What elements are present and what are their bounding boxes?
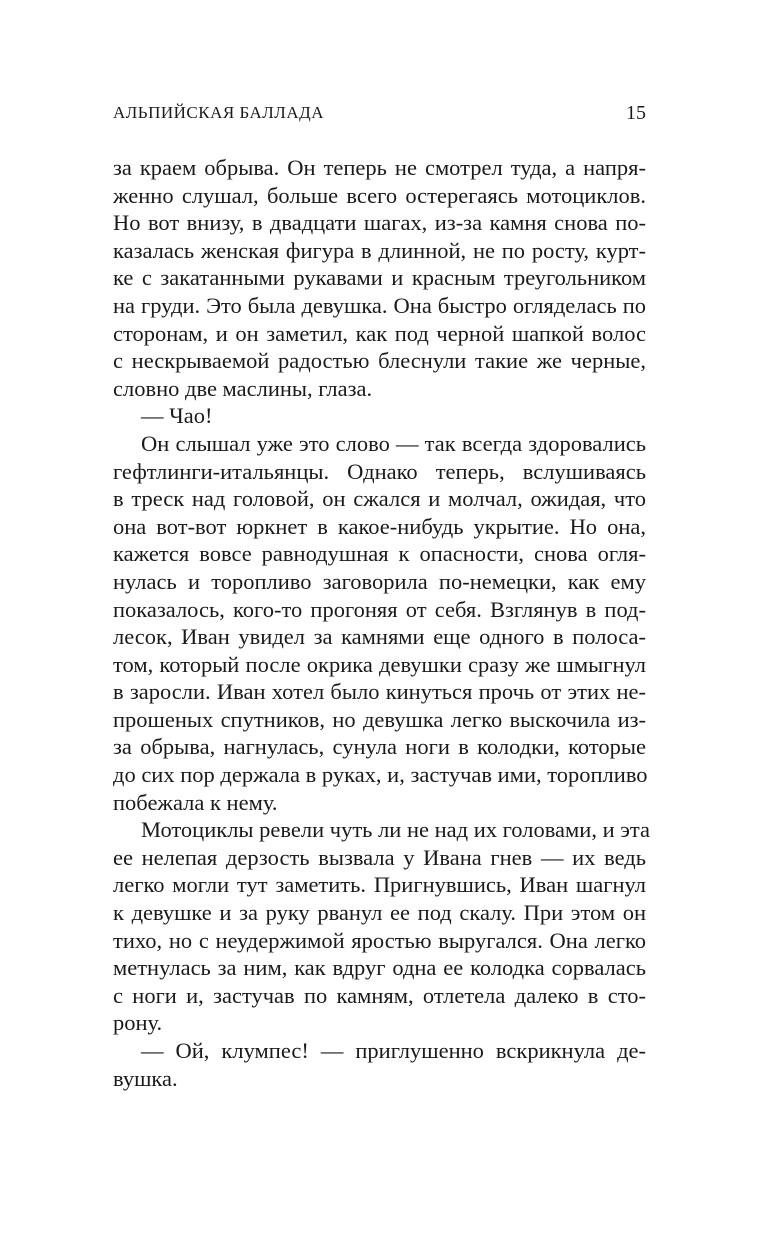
text-line: прошеных спутников, но девушка легко выскочила из- <box>113 706 646 732</box>
text-line: женно слушал, больше всего остерегаясь мотоциклов. <box>113 182 646 208</box>
text-line: за обрыва, нагнулась, сунула ноги в колодки, которые <box>113 734 646 760</box>
text-line: ее нелепая дерзость вызвала у Ивана гнев — их ведь <box>113 844 646 870</box>
text-line: гефтлинги-итальянцы. Однако теперь, вслушиваясь <box>113 458 646 484</box>
text-line: кажется вовсе равнодушная к опасности, снова огля- <box>113 541 646 567</box>
text-line: в треск над головой, он сжался и молчал, ожидая, что <box>113 486 646 512</box>
text-line: метнулась за ним, как вдруг одна ее колодка сорвалась <box>113 955 646 981</box>
text-line: словно две маслины, глаза. <box>113 375 373 401</box>
text-line: — Ой, клумпес! — приглушенно вскрикнула де- <box>141 1038 646 1063</box>
text-line: Мотоциклы ревели чуть ли не над их головами, и эта <box>141 817 650 843</box>
text-line: до сих пор держала в руках, и, застучав ими, торопливо <box>113 762 648 788</box>
text-line: тихо, но с неудержимой яростью выругался. Она легко <box>113 927 646 953</box>
text-line: Но вот внизу, в двадцати шагах, из-за камня снова по- <box>113 210 646 236</box>
text-line: вушка. <box>113 1065 178 1091</box>
text-line: показалось, кого-то прогоняя от себя. Взглянув в под- <box>113 596 646 622</box>
body-text <box>113 154 650 1092</box>
text-line: том, который после окрика девушки сразу же шмыгнул <box>113 651 646 677</box>
text-line: рону. <box>113 1010 163 1036</box>
text-line: на груди. Это была девушка. Она быстро огляделась по <box>113 292 646 318</box>
text-line: казалась женская фигура в длинной, не по росту, курт- <box>113 237 646 263</box>
page-number: 15 <box>626 102 646 124</box>
text-line: за краем обрыва. Он теперь не смотрел туда, а напря- <box>113 155 646 180</box>
running-title: АЛЬПИЙСКАЯ БАЛЛАДА <box>113 103 324 122</box>
page-header <box>113 100 646 126</box>
text-line: с нескрываемой радостью блеснули такие же черные, <box>113 348 646 374</box>
text-line: к девушке и за руку рванул ее под скалу. При этом он <box>113 900 646 926</box>
text-line: легко могли тут заметить. Пригнувшись, Иван шагнул <box>113 872 646 898</box>
text-line: она вот-вот юркнет в какое-нибудь укрытие. Но она, <box>113 513 646 539</box>
text-line: в заросли. Иван хотел было кинуться прочь от этих не- <box>113 679 646 705</box>
text-line: — Чао! <box>141 403 213 429</box>
text-line: Он слышал уже это слово — так всегда здоровались <box>141 430 646 456</box>
text-line: побежала к нему. <box>113 789 278 815</box>
text-line: с ноги и, застучав по камням, отлетела далеко в сто- <box>113 982 646 1008</box>
text-line: лесок, Иван увидел за камнями еще одного в полоса- <box>113 624 646 650</box>
text-line: сторонам, и он заметил, как под черной шапкой волос <box>113 320 646 346</box>
text-line: нулась и торопливо заговорила по-немецки, как ему <box>113 568 646 594</box>
text-line: ке с закатанными рукавами и красным треугольником <box>113 265 646 291</box>
